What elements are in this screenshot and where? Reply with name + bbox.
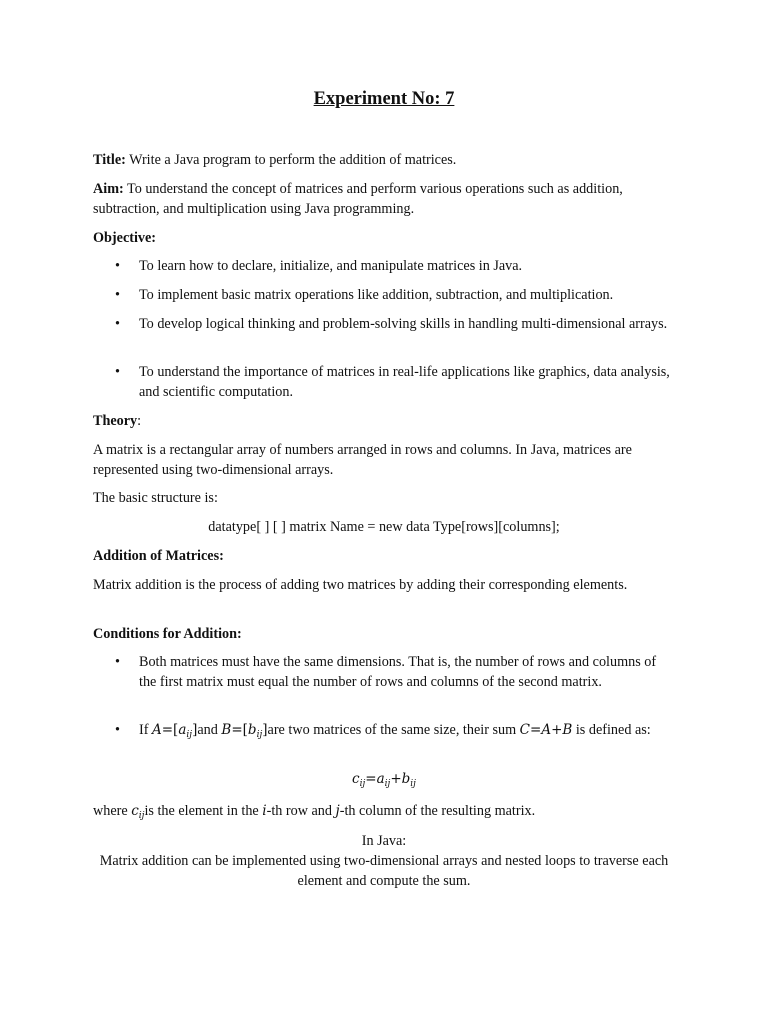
aim-text: To understand the concept of matrices and perform various operations such as addition, subtraction, and multiplication using Java programming.	[93, 181, 623, 217]
list-item: • To develop logical thinking and problem-solving skills in handling multi-dimensional arrays.	[139, 315, 675, 335]
list-item: • To understand the importance of matrices in real-life applications like graphics, data analysis, and scientific computation.	[139, 363, 675, 402]
structure-intro: The basic structure is:	[93, 490, 218, 506]
title-text: Write a Java program to perform the addition of matrices.	[125, 152, 457, 168]
theory-label: Theory	[93, 413, 138, 429]
structure-code: datatype[ ] [ ] matrix Name = new data Type[rows][columns];	[208, 519, 560, 535]
in-java-paragraph: Matrix addition can be implemented using two-dimensional arrays and nested loops to traverse each element and compute the sum.	[99, 853, 669, 889]
list-item: • To implement basic matrix operations like addition, subtraction, and multiplication.	[139, 286, 675, 306]
objective-heading: Objective:	[93, 230, 157, 246]
addition-heading: Addition of Matrices:	[93, 548, 224, 564]
page-title: Experiment No: 7	[313, 89, 455, 109]
list-item: • To learn how to declare, initialize, and manipulate matrices in Java.	[139, 257, 675, 277]
aim-paragraph	[93, 180, 675, 219]
in-java-label: In Java:	[361, 833, 407, 849]
theory-heading	[93, 412, 675, 432]
title-label: Title:	[93, 152, 126, 168]
theory-paragraph: A matrix is a rectangular array of numbers arranged in rows and columns. In Java, matrices are represented using two-dimensional arrays.	[93, 442, 632, 478]
title-paragraph	[93, 151, 675, 171]
list-item: • If $A=[a_{ij}]and$ $B=[b_{ij}]are$ two matrices of the same size, their sum C=A+B is defined as:	[139, 721, 675, 741]
sum-formula: $c_{ij}=a_{ij}+b_{ij}$	[352, 771, 416, 789]
list-item: • Both matrices must have the same dimensions. That is, the number of rows and columns of the first matrix must equal the number of rows and columns of the second matrix.	[139, 653, 675, 692]
where-paragraph: where $c_{ij}is$ the element in the i-th row and j-th column of the resulting matrix.	[93, 803, 536, 821]
theory-colon: :	[137, 413, 142, 429]
aim-label: Aim:	[93, 181, 124, 197]
addition-paragraph: Matrix addition is the process of adding two matrices by adding their corresponding elements.	[93, 577, 628, 593]
conditions-heading: Conditions for Addition:	[93, 626, 242, 642]
